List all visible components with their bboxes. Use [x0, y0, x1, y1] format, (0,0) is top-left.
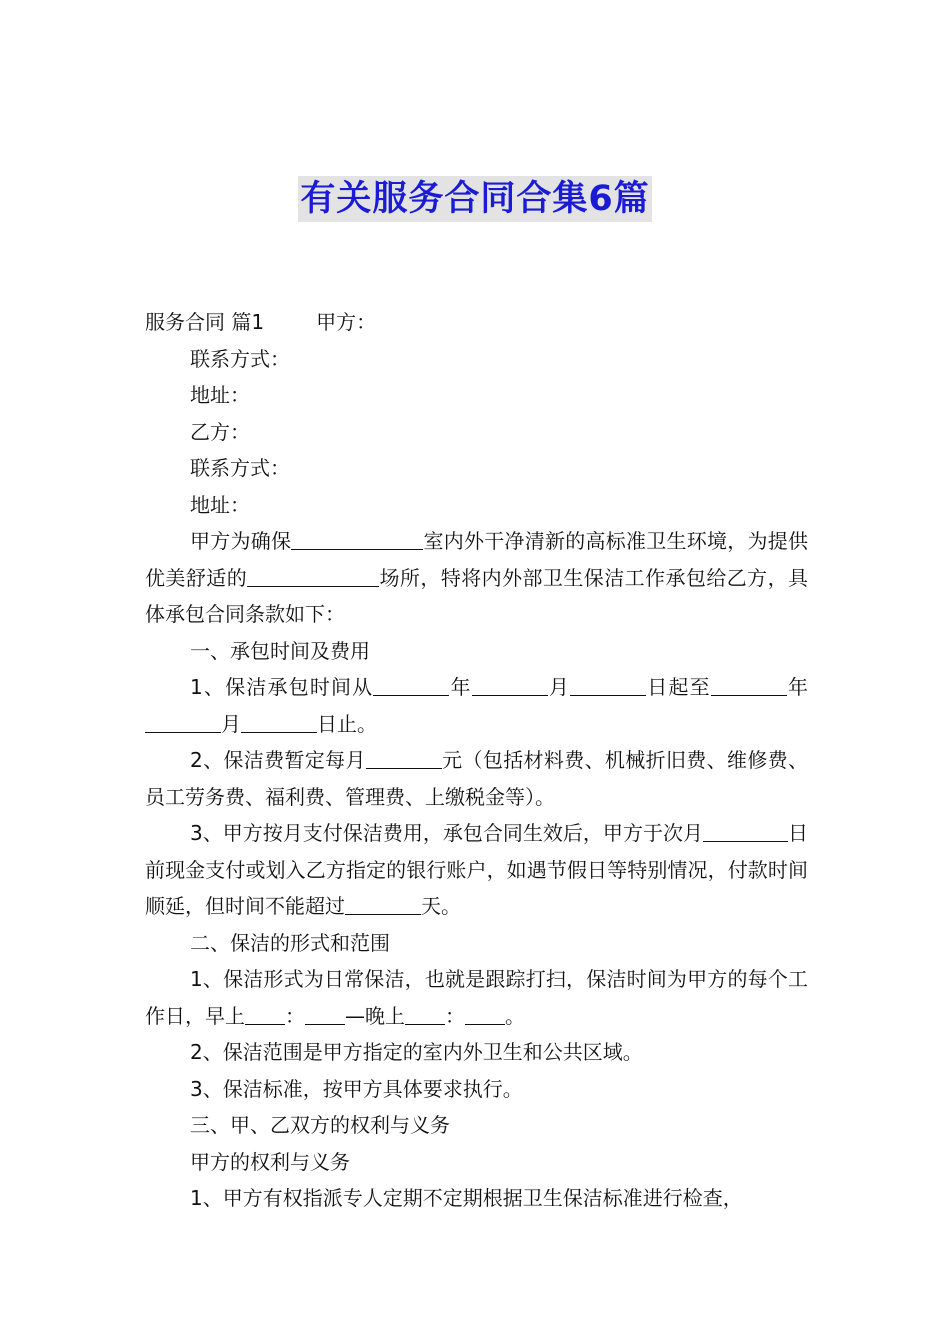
clause-3-1: 1、甲方有权指派专人定期不定期根据卫生保洁标准进行检查， — [190, 1186, 743, 1210]
blank-line — [145, 708, 221, 733]
blank-line — [291, 525, 423, 550]
blank-line — [472, 671, 548, 696]
contract-number: 服务合同 篇1 — [145, 310, 265, 334]
section-heading-1: 一、承包时间及费用 — [190, 638, 370, 663]
party-b-contact: 联系方式： — [190, 456, 290, 480]
document-title — [0, 176, 950, 222]
blank-line — [366, 744, 442, 769]
party-a-contact: 联系方式： — [190, 346, 290, 371]
party-b-address: 地址： — [190, 492, 250, 517]
clause-1-3: 3、甲方按月支付保洁费用，承包合同生效后，甲方于次月 日前现金支付或划入乙方指定的银行账户，如遇节假日等特别情况，付款时间顺延，但时间不能超过 天。 — [145, 815, 808, 925]
blank-line — [465, 1000, 505, 1025]
blank-line — [241, 708, 317, 733]
party-a-address: 地址： — [190, 383, 250, 407]
blank-line — [247, 562, 379, 587]
blank-line — [570, 671, 646, 696]
party-a-label: 甲方： — [316, 310, 377, 334]
blank-line — [345, 890, 421, 915]
blank-line — [305, 1000, 345, 1025]
clause-2-3: 3、保洁标准，按甲方具体要求执行。 — [190, 1076, 523, 1101]
clause-1-2: 2、保洁费暂定每月 元（包括材料费、机械折旧费、维修费、员工劳务费、福利费、管理费、上缴税金等）。 — [145, 742, 808, 815]
section-heading-2: 二、保洁的形式和范围 — [190, 930, 390, 955]
blank-line — [373, 671, 449, 696]
blank-line — [703, 817, 788, 842]
blank-line — [711, 671, 787, 696]
blank-line — [245, 1000, 285, 1025]
blank-line — [405, 1000, 445, 1025]
clause-2-2: 2、保洁范围是甲方指定的室内外卫生和公共区域。 — [190, 1040, 643, 1064]
section-heading-3: 三、甲、乙双方的权利与义务 — [190, 1113, 450, 1137]
clause-2-1: 1、保洁形式为日常保洁，也就是跟踪打扫，保洁时间为甲方的每个工作日，早上 ： —晚上 ： 。 — [145, 967, 808, 1028]
contract-heading — [145, 304, 808, 341]
document-body — [145, 304, 808, 1217]
clause-1-1: 1、保洁承包时间从 年 月 日起至 年月 日止。 — [145, 669, 808, 742]
document-title-text: 有关服务合同合集6篇 — [298, 176, 651, 222]
party-b-label: 乙方： — [190, 419, 250, 444]
intro-paragraph: 甲方为确保 室内外干净清新的高标准卫生环境，为提供优美舒适的 场所，特将内外部卫生保洁工作承包给乙方，具体承包合同条款如下： — [145, 523, 808, 633]
sub-heading-party-a-rights: 甲方的权利与义务 — [190, 1149, 350, 1174]
